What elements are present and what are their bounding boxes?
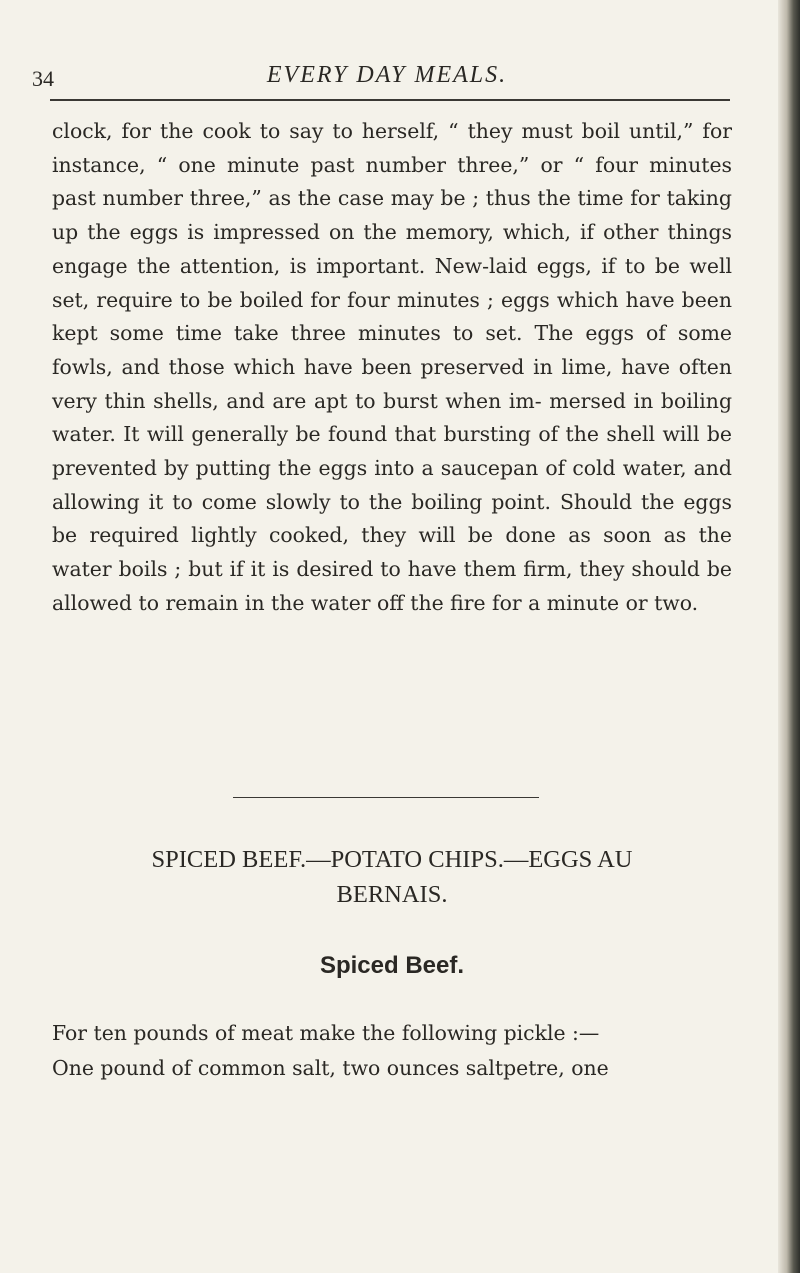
section-heading — [52, 842, 732, 912]
header-rule — [50, 99, 730, 101]
running-head: EVERY DAY MEALS. — [266, 62, 508, 88]
page-header — [32, 62, 732, 98]
page-edge-shadow — [778, 0, 800, 1273]
recipe-paragraph — [52, 1016, 742, 1086]
recipe-line-2: One pound of common salt, two ounces saltpetre, one — [52, 1056, 609, 1080]
recipe-subheading: Spiced Beef. — [319, 952, 465, 979]
body-paragraph: clock, for the cook to say to herself, “ they must boil until,” for instance, “ one minute past number three,” or “ four minutes past number three,” as the case may be ; thus the time for taking up the eggs is impressed on the memory, which, if other things engage the attention, is important. New-laid eggs, if to be well set, require to be boiled for four minutes ; eggs which have been kept some time take three minutes to set. The eggs of some fowls, and those which have been preserved in lime, have often very thin shells, and are apt to burst when im- mersed in boiling water. It will generally be found that bursting of the shell will be prevented by putting the eggs into a saucepan of cold water, and allowing it to come slowly to the boiling point. Should the eggs be required lightly cooked, they will be done as soon as the water boils ; but if it is desired to have them firm, they should be allowed to remain in the water off the fire for a minute or two. — [52, 119, 732, 615]
page-number: 34 — [32, 66, 54, 91]
recipe-line-1: For ten pounds of meat make the following pickle :— — [52, 1021, 600, 1045]
section-divider — [233, 797, 539, 798]
section-heading-line1: SPICED BEEF.—POTATO CHIPS.—EGGS AU — [151, 846, 633, 873]
section-heading-line2: BERNAIS. — [336, 881, 448, 908]
